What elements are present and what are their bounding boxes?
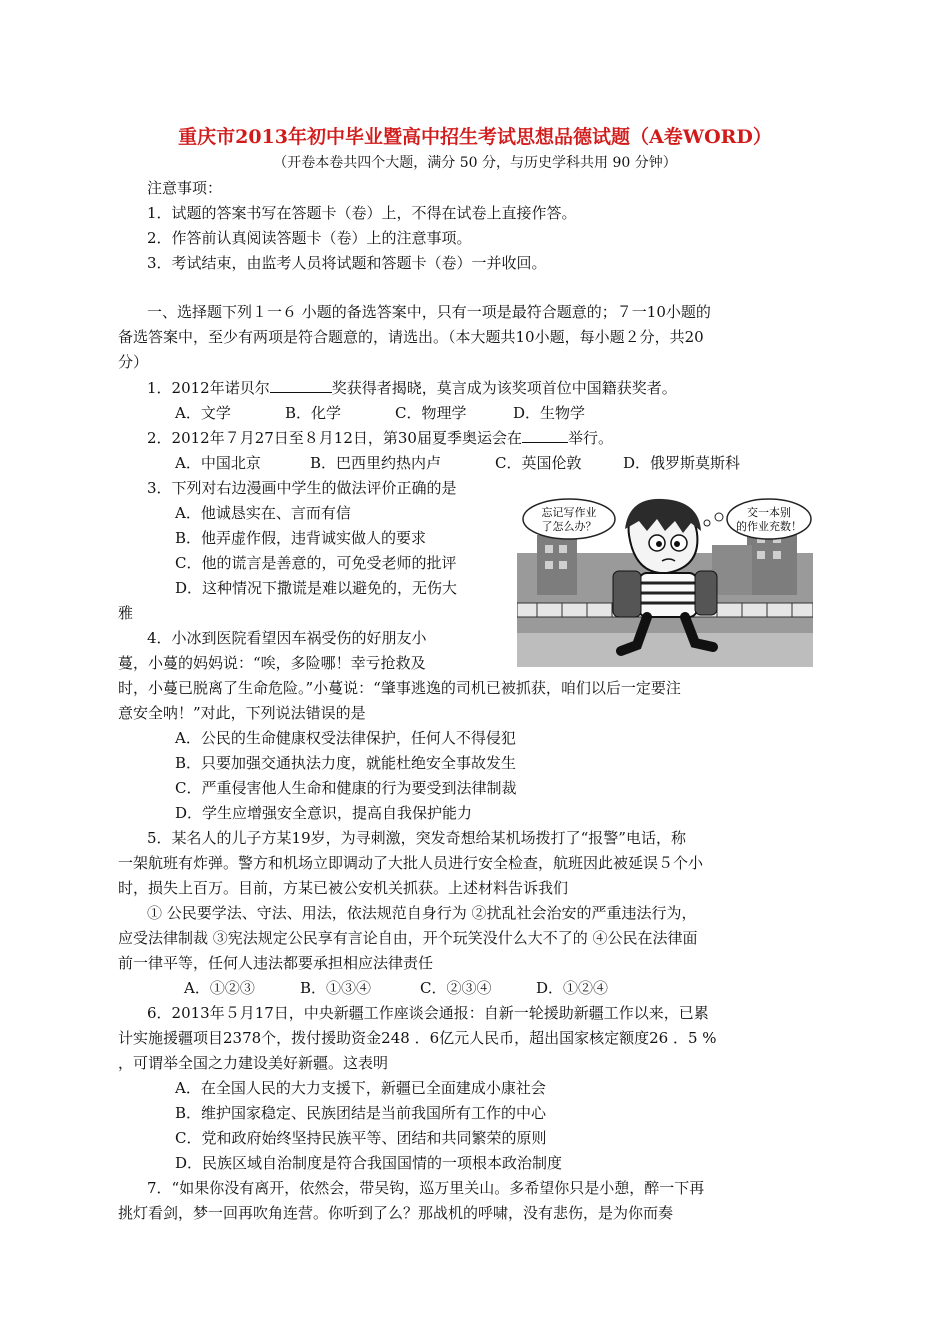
section-intro: 分） <box>118 353 149 371</box>
exam-subtitle: （开卷本卷共四个大题，满分 50 分，与历史学科共用 90 分钟） <box>273 155 677 171</box>
question-6-stem: 6．2013年５月17日，中央新疆工作座谈会通报：自新一轮援助新疆工作以来，已累 <box>147 1004 709 1022</box>
question-4-stem: 蔓，小蔓的妈妈说：“唉，多险哪！幸亏抢救及 <box>118 654 426 672</box>
question-stem-text: 2．2012年７月27日至８月12日，第30届夏季奥运会在 <box>147 429 522 447</box>
option: C．党和政府始终坚持民族平等、团结和共同繁荣的原则 <box>175 1129 547 1147</box>
option: A．在全国人民的大力支援下，新疆已全面建成小康社会 <box>175 1079 546 1097</box>
section-intro: 一、选择题下列１一６ 小题的备选答案中，只有一项是最符合题意的；７一10小题的 <box>147 303 711 321</box>
option: C．②③④ <box>420 979 492 997</box>
option: D．俄罗斯莫斯科 <box>623 454 741 472</box>
option: C．他的谎言是善意的，可免受老师的批评 <box>175 554 457 572</box>
notice-heading: 注意事项： <box>147 179 223 197</box>
option: D．①②④ <box>536 979 609 997</box>
question-4-stem: 4．小冰到医院看望因车祸受伤的好朋友小 <box>147 629 427 647</box>
question-5-statements: ① 公民要学法、守法、用法，依法规范自身行为 ②扰乱社会治安的严重违法行为， <box>147 904 697 922</box>
question-7-stem: 7．“如果你没有离开，依然会，带吴钩，巡万里关山。多希望你只是小憩，醉一下再 <box>147 1179 705 1197</box>
question-5-stem: 5．某名人的儿子方某19岁，为寻刺激，突发奇想给某机场拨打了“报警”电话，称 <box>147 829 686 847</box>
option: D．这种情况下撒谎是难以避免的，无伤大 <box>175 579 458 597</box>
question-3-stem: 3．下列对右边漫画中学生的做法评价正确的是 <box>147 479 457 497</box>
question-stem-text: 举行。 <box>567 429 613 447</box>
option: B．他弄虚作假，违背诚实做人的要求 <box>175 529 427 547</box>
question-5-stem: 一架航班有炸弹。警方和机场立即调动了大批人员进行安全检查，航班因此被延误５个小 <box>118 854 704 872</box>
option: B．巴西里约热内卢 <box>310 454 442 472</box>
option: A．中国北京 <box>175 454 261 472</box>
option: D．生物学 <box>513 404 586 422</box>
option: A．文学 <box>175 404 231 422</box>
question-5-options <box>184 976 608 1000</box>
option: D．学生应增强安全意识，提高自我保护能力 <box>175 804 473 822</box>
option: B．化学 <box>285 404 342 422</box>
question-1-options <box>175 401 585 425</box>
bubble-right-line: 交一本别 <box>747 506 791 519</box>
notice-item: 1．试题的答案书写在答题卡（卷）上，不得在试卷上直接作答。 <box>147 204 577 222</box>
bubble-right-line: 的作业充数！ <box>736 520 802 533</box>
question-5-statements: 应受法律制裁 ③宪法规定公民享有言论自由，开个玩笑没什么大不了的 ④公民在法律面 <box>118 929 698 947</box>
question-6-stem: ，可谓举全国之力建设美好新疆。这表明 <box>118 1054 389 1072</box>
option-continuation: 雅 <box>118 604 134 622</box>
option: A．他诚恳实在、言而有信 <box>175 504 351 522</box>
question-2-options <box>175 451 740 475</box>
cartoon-drawing <box>517 495 813 667</box>
option: A．公民的生命健康权受法律保护，任何人不得侵犯 <box>175 729 516 747</box>
exam-title: 重庆市2013年初中毕业暨高中招生考试思想品德试题（A卷WORD） <box>178 126 772 148</box>
option: C．英国伦敦 <box>495 454 582 472</box>
bubble-left-line: 忘记写作业 <box>541 506 597 519</box>
option: B．维护国家稳定、民族团结是当前我国所有工作的中心 <box>175 1104 547 1122</box>
question-4-stem: 时，小蔓已脱离了生命危险。”小蔓说：“肇事逃逸的司机已被抓获，咱们以后一定要注 <box>118 679 681 697</box>
question-5-stem: 时，损失上百万。目前，方某已被公安机关抓获。上述材料告诉我们 <box>118 879 569 897</box>
option: A．①②③ <box>184 979 255 997</box>
question-4-stem: 意安全呐！”对此，下列说法错误的是 <box>118 704 366 722</box>
notice-item: 3．考试结束，由监考人员将试题和答题卡（卷）一并收回。 <box>147 254 547 272</box>
answer-blank <box>270 376 332 393</box>
notice-item: 2．作答前认真阅读答题卡（卷）上的注意事项。 <box>147 229 472 247</box>
bubble-left-line: 了怎么办？ <box>541 520 597 533</box>
question-stem-text: 奖获得者揭晓，莫言成为该奖项首位中国籍获奖者。 <box>331 379 677 397</box>
question-5-statements: 前一律平等，任何人违法都要承担相应法律责任 <box>118 954 434 972</box>
answer-blank <box>522 426 568 443</box>
option: D．民族区域自治制度是符合我国国情的一项根本政治制度 <box>175 1154 563 1172</box>
question-6-stem: 计实施援疆项目2378个，拨付援助资金248 ．6亿元人民币，超出国家核定额度26 ．5 % <box>118 1029 717 1047</box>
option: B．①③④ <box>300 979 372 997</box>
question-7-stem: 挑灯看剑，梦一回再吹角连营。你听到了么？那战机的呼啸，没有悲伤，是为你而奏 <box>118 1204 674 1222</box>
question-1-stem <box>147 376 677 400</box>
option: C．物理学 <box>395 404 467 422</box>
option: B．只要加强交通执法力度，就能杜绝安全事故发生 <box>175 754 517 772</box>
question-stem-text: 1．2012年诺贝尔 <box>147 379 270 397</box>
section-intro: 备选答案中，至少有两项是符合题意的，请选出。（本大题共10小题，每小题２分，共20 <box>118 328 704 346</box>
question-2-stem <box>147 426 613 450</box>
option: C．严重侵害他人生命和健康的行为要受到法律制裁 <box>175 779 517 797</box>
cartoon-illustration <box>517 495 813 667</box>
